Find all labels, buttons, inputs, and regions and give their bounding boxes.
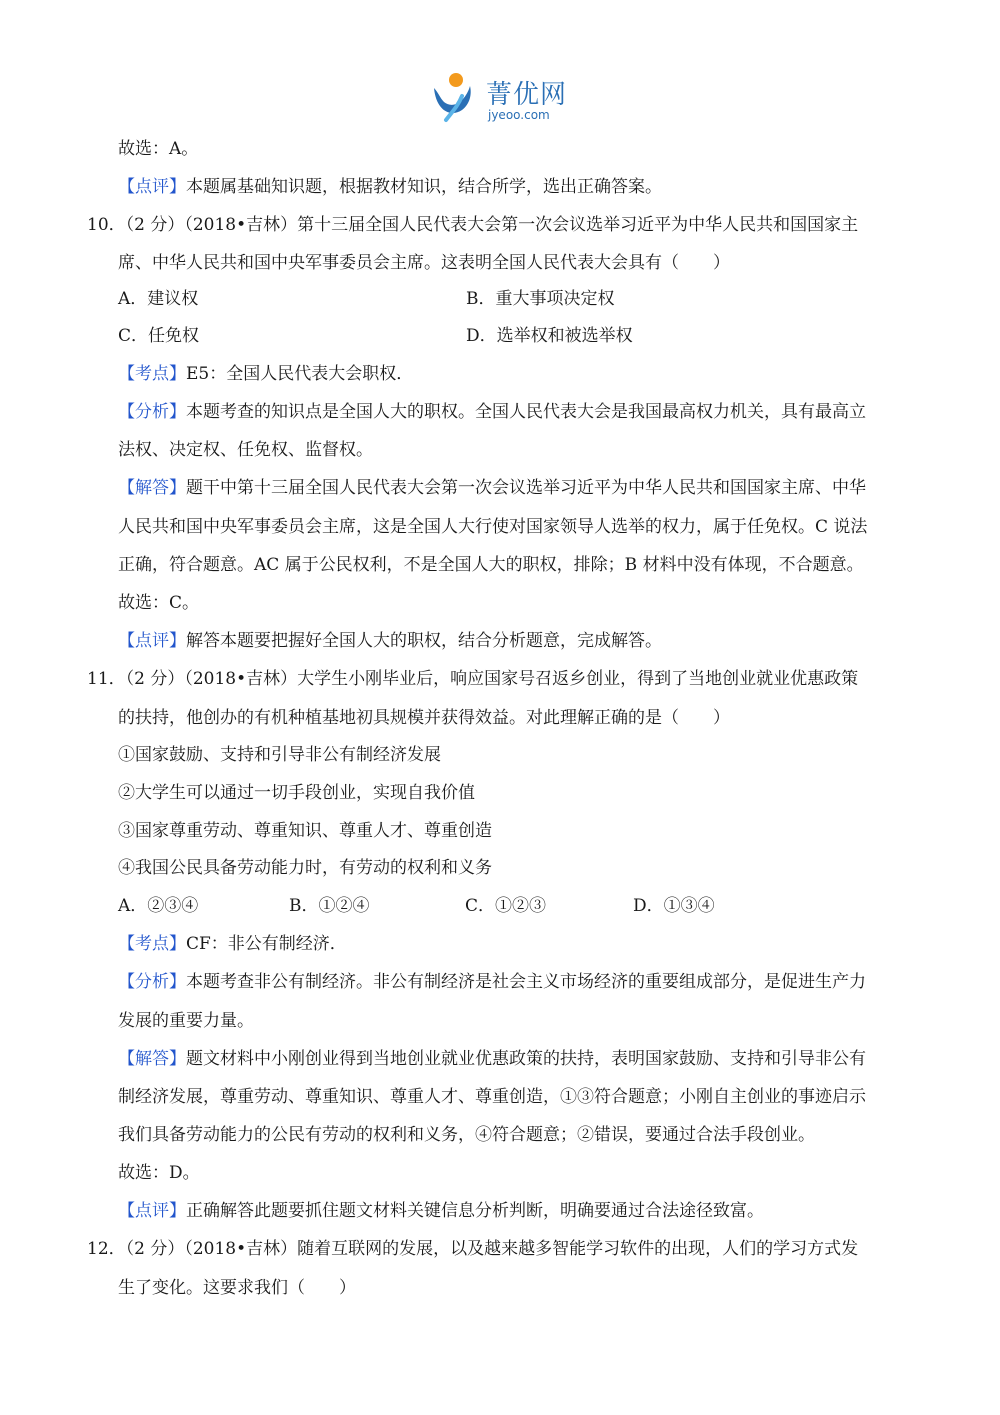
q11-option-d: D．①③④: [633, 896, 715, 916]
q9-comment: [118, 176, 662, 198]
q9-answer: 故选：A。: [118, 139, 199, 159]
analysis-tag: 【分析】: [118, 402, 186, 422]
point-text: CF：非公有制经济．: [186, 934, 347, 954]
jyeoo-logo: [426, 70, 586, 130]
q11-stem-line2: 的扶持，他创办的有机种植基地初具规模并获得效益。对此理解正确的是（ ）: [118, 708, 730, 728]
comment-tag: 【点评】: [118, 1201, 186, 1221]
logo-url: jyeoo.com: [488, 108, 550, 122]
q10-stem-line1: 10．（2 分）（2018•吉林）第十三届全国人民代表大会第一次会议选举习近平为中华人民共和国国家主: [87, 215, 859, 235]
q11-item-3: ③国家尊重劳动、尊重知识、尊重人才、尊重创造: [118, 821, 492, 841]
comment-text: 正确解答此题要抓住题文材料关键信息分析判断，明确要通过合法途径致富。: [186, 1201, 764, 1221]
comment-text: 本题属基础知识题，根据教材知识，结合所学，选出正确答案。: [186, 177, 662, 197]
q11-solution-line3: 我们具备劳动能力的公民有劳动的权利和义务，④符合题意；②错误，要通过合法手段创业。: [118, 1125, 815, 1145]
q10-option-d: D．选举权和被选举权: [466, 326, 633, 346]
q10-option-b: B．重大事项决定权: [466, 289, 615, 309]
analysis-text: 本题考查非公有制经济。非公有制经济是社会主义市场经济的重要组成部分，是促进生产力: [186, 972, 866, 992]
solution-tag: 【解答】: [118, 1049, 186, 1069]
q11-solution-line1: [118, 1048, 866, 1070]
q10-stem-line2: 席、中华人民共和国中央军事委员会主席。这表明全国人民代表大会具有（ ）: [118, 253, 730, 273]
q11-solution-line2: 制经济发展，尊重劳动、尊重知识、尊重人才、尊重创造，①③符合题意；小刚自主创业的事迹启示: [118, 1087, 866, 1107]
comment-text: 解答本题要把握好全国人大的职权，结合分析题意，完成解答。: [186, 631, 662, 651]
q11-option-a: A．②③④: [118, 896, 199, 916]
q11-stem-line1: 11．（2 分）（2018•吉林）大学生小刚毕业后，响应国家号召返乡创业，得到了当地创业就业优惠政策: [87, 669, 859, 689]
point-text: E5：全国人民代表大会职权．: [186, 364, 414, 384]
q11-option-c: C．①②③: [465, 896, 547, 916]
logo-mark-icon: [426, 70, 482, 126]
q10-option-c: C．任免权: [118, 326, 200, 346]
solution-text: 题文材料中小刚创业得到当地创业就业优惠政策的扶持，表明国家鼓励、支持和引导非公有: [186, 1049, 866, 1069]
q11-answer: 故选：D。: [118, 1163, 200, 1183]
q10-solution-line3: 正确，符合题意。AC 属于公民权利，不是全国人大的职权，排除；B 材料中没有体现，不合题意。: [118, 555, 864, 575]
solution-tag: 【解答】: [118, 478, 186, 498]
solution-text: 题干中第十三届全国人民代表大会第一次会议选举习近平为中华人民共和国国家主席、中华: [186, 478, 866, 498]
analysis-text: 本题考查的知识点是全国人大的职权。全国人民代表大会是我国最高权力机关，具有最高立: [186, 402, 866, 422]
q12-stem-line2: 生了变化。这要求我们（ ）: [118, 1278, 356, 1298]
q11-item-1: ①国家鼓励、支持和引导非公有制经济发展: [118, 745, 441, 765]
q10-analysis-line2: 法权、决定权、任免权、监督权。: [118, 440, 373, 460]
q10-option-a: A．建议权: [118, 289, 199, 309]
q11-item-4: ④我国公民具备劳动能力时，有劳动的权利和义务: [118, 858, 492, 878]
q12-stem-line1: 12．（2 分）（2018•吉林）随着互联网的发展，以及越来越多智能学习软件的出现，人们的学习方式发: [87, 1239, 859, 1259]
q10-analysis-line1: [118, 401, 866, 423]
comment-tag: 【点评】: [118, 177, 186, 197]
q11-analysis-line1: [118, 971, 866, 993]
analysis-tag: 【分析】: [118, 972, 186, 992]
logo-name: 菁优网: [486, 80, 568, 110]
q11-item-2: ②大学生可以通过一切手段创业，实现自我价值: [118, 783, 475, 803]
q10-solution-line2: 人民共和国中央军事委员会主席，这是全国人大行使对国家领导人选举的权力，属于任免权。C 说法: [118, 517, 868, 537]
q10-point: [118, 363, 413, 385]
q10-answer: 故选：C。: [118, 593, 200, 613]
q11-comment: [118, 1200, 764, 1222]
q10-solution-line1: [118, 477, 866, 499]
point-tag: 【考点】: [118, 364, 186, 384]
point-tag: 【考点】: [118, 934, 186, 954]
q11-point: [118, 933, 347, 955]
comment-tag: 【点评】: [118, 631, 186, 651]
q10-comment: [118, 630, 662, 652]
q11-option-b: B．①②④: [289, 896, 370, 916]
q11-analysis-line2: 发展的重要力量。: [118, 1011, 254, 1031]
